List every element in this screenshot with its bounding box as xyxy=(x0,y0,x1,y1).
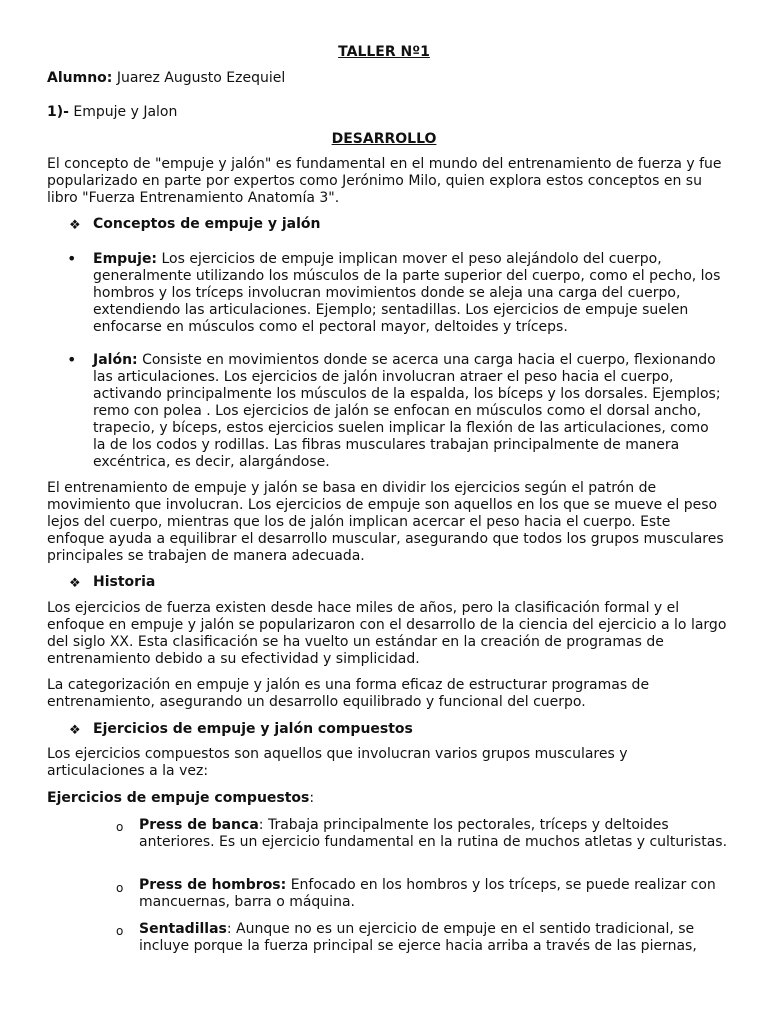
diamond-bullet-icon: ❖ xyxy=(69,576,81,591)
history-paragraph-1: Los ejercicios de fuerza existen desde hace miles de años, pero la clasificación formal y el enfoque en empuje y jalón se popularizaron con el desarrollo de la ciencia del ejercicio a lo largo del siglo XX. Esta clasificación se ha vuelto un estándar en la creación de programas de entrenamiento debido a su efectividad y simplicidad. xyxy=(47,600,727,667)
compound-paragraph: Los ejercicios compuestos son aquellos que involucran varios grupos musculares y articulaciones a la vez: xyxy=(47,746,628,779)
topic-name: Empuje y Jalon xyxy=(68,104,178,120)
exercise-text: Enfocado en los hombros y los tríceps, se puede realizar con mancuernas, barra o máquina. xyxy=(139,877,716,910)
exercise-text: : Aunque no es un ejercicio de empuje en el sentido tradicional, se incluye porque la fuerza principal se ejerce hacia arriba a través de las piernas, xyxy=(139,921,697,954)
dot-bullet-icon: • xyxy=(67,249,77,268)
heading-compound: Ejercicios de empuje y jalón compuestos xyxy=(93,721,413,737)
pull-label: Jalón: xyxy=(93,352,138,368)
document-title: TALLER Nº1 xyxy=(338,44,430,60)
circle-bullet-icon: o xyxy=(116,820,124,834)
push-compound-heading xyxy=(47,790,727,807)
dot-bullet-icon: • xyxy=(67,350,77,369)
intro-paragraph: El concepto de "empuje y jalón" es fundamental en el mundo del entrenamiento de fuerza y fue popularizado en parte por expertos como Jerónimo Milo, quien explora estos conceptos en su libro "Fuerza Entrenamiento Anatomía 3". xyxy=(47,156,722,206)
student-name: Juarez Augusto Ezequiel xyxy=(112,70,286,86)
push-compound-label: Ejercicios de empuje compuestos xyxy=(47,790,310,806)
topic-number: 1)- xyxy=(47,104,69,120)
circle-bullet-icon: o xyxy=(116,881,124,895)
topic-line xyxy=(47,104,727,121)
student-line xyxy=(47,70,727,87)
training-paragraph: El entrenamiento de empuje y jalón se basa en dividir los ejercicios según el patrón de movimiento que involucran. Los ejercicios de empuje son aquellos en los que se mueve el peso lejos del cuerpo, mientras que los de jalón implican acercar el peso hacia el cuerpo. Este enfoque ayuda a equilibrar el desarrollo muscular, asegurando que todos los grupos musculares principales se trabajen de manera adecuada. xyxy=(47,480,724,564)
push-definition xyxy=(93,251,723,336)
history-paragraph-2: La categorización en empuje y jalón es una forma eficaz de estructurar programas de entrenamiento, asegurando un desarrollo equilibrado y funcional del cuerpo. xyxy=(47,677,650,710)
push-compound-colon: : xyxy=(309,790,315,806)
exercise-shoulder-press xyxy=(139,877,729,911)
pull-text: Consiste en movimientos donde se acerca una carga hacia el cuerpo, flexionando las articulaciones. Los ejercicios de jalón involucran atraer el peso hacia el cuerpo, activando principalmente los músculos de la espalda, los bíceps y los dorsales. Ejemplos; remo con polea . Los ejercicios de jalón se enfocan en músculos como el dorsal ancho, trapecio, y bíceps, estos ejercicios suelen implicar la flexión de las articulaciones, como la de los codos y rodillas. Las fibras musculares trabajan principalmente de manera excéntrica, es decir, alargándose. xyxy=(93,352,721,470)
circle-bullet-icon: o xyxy=(116,924,124,938)
push-text: Los ejercicios de empuje implican mover el peso alejándolo del cuerpo, generalmente utilizando los músculos de la parte superior del cuerpo, como el pecho, los hombros y los tríceps involucran movimientos donde se aleja una carga del cuerpo, extendiendo las articulaciones. Ejemplo; sentadillas. Los ejercicios de empuje suelen enfocarse en músculos como el pectoral mayor, deltoides y tríceps. xyxy=(93,251,721,335)
pull-definition xyxy=(93,352,723,471)
heading-concepts: Conceptos de empuje y jalón xyxy=(93,216,321,232)
exercise-bench-press xyxy=(139,817,729,851)
student-label: Alumno: xyxy=(47,70,113,86)
diamond-bullet-icon: ❖ xyxy=(69,723,81,738)
exercise-label: Press de banca xyxy=(139,817,259,833)
exercise-squats xyxy=(139,921,729,955)
heading-history: Historia xyxy=(93,574,156,590)
push-label: Empuje: xyxy=(93,251,158,267)
exercise-text: : Trabaja principalmente los pectorales, tríceps y deltoides anteriores. Es un ejercicio fundamental en la rutina de muchos atletas y culturistas. xyxy=(139,817,728,850)
diamond-bullet-icon: ❖ xyxy=(69,218,81,233)
exercise-label: Press de hombros: xyxy=(139,877,287,893)
exercise-label: Sentadillas xyxy=(139,921,227,937)
section-title: DESARROLLO xyxy=(331,131,437,147)
